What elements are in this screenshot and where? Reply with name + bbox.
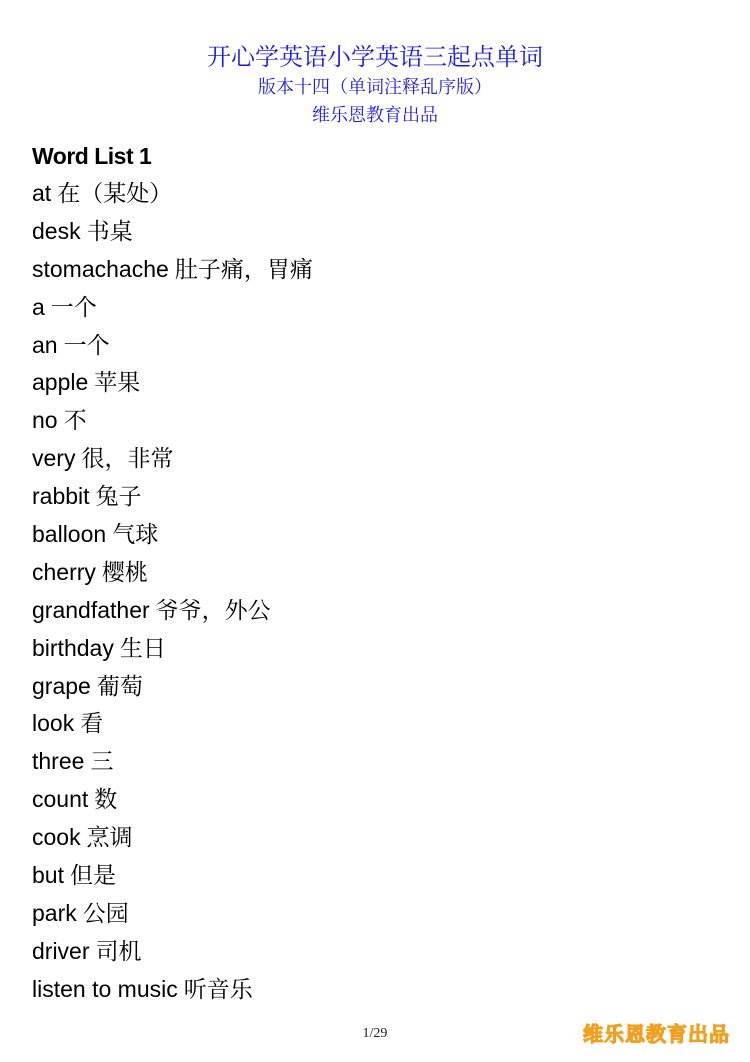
word-english: desk [32,217,81,244]
word-english: apple [32,369,89,396]
word-english: grandfather [32,596,150,623]
word-english: three [32,748,85,775]
word-english: very [32,445,76,472]
word-chinese: 不 [63,408,87,435]
word-chinese: 看 [80,711,104,738]
page-number: 1/29 [362,1026,388,1041]
word-entry [32,668,313,706]
word-english: at [32,180,52,206]
word-chinese: 很，非常 [81,446,174,473]
word-english: cook [32,824,81,851]
word-english: park [32,899,77,926]
word-entry [32,213,313,251]
word-english: driver [32,937,90,964]
word-english: no [32,407,58,434]
word-chinese: 爷爷，外公 [155,597,271,624]
word-chinese: 生日 [119,635,166,662]
word-chinese: 葡萄 [96,673,143,700]
word-chinese: 樱桃 [101,559,148,586]
word-entry [32,971,313,1009]
word-chinese: 气球 [112,522,159,549]
word-chinese: 公园 [82,900,129,927]
word-english: cherry [32,558,96,585]
word-entry [32,175,313,213]
word-english: a [32,293,45,320]
word-english: look [32,710,75,737]
word-entry [32,402,313,440]
word-list [32,175,313,1009]
document-header [0,40,750,130]
word-chinese: 烹调 [86,825,133,852]
word-entry [32,251,313,289]
watermark-logo: 维乐恩教育出品 [583,1022,730,1046]
document-publisher: 维乐恩教育出品 [312,105,438,126]
word-entry [32,819,313,857]
document-title: 开心学英语小学英语三起点单词 [207,43,543,71]
word-english: grape [32,672,91,699]
word-chinese: 三 [90,749,114,776]
word-entry [32,895,313,933]
word-chinese: 但是 [69,863,116,890]
word-english: an [32,331,58,358]
word-entry [32,516,313,554]
document-subtitle: 版本十四（单词注释乱序版） [258,77,492,98]
word-entry [32,554,313,592]
word-entry [32,933,313,971]
word-entry [32,289,313,327]
word-english: listen to music [32,975,178,1002]
word-chinese: 书桌 [86,218,133,245]
word-english: but [32,862,64,889]
word-english: balloon [32,521,107,548]
word-chinese: 肚子痛，胃痛 [174,256,313,283]
word-entry [32,327,313,365]
word-entry [32,440,313,478]
word-chinese: 数 [94,787,118,814]
word-chinese: 听音乐 [183,976,253,1003]
word-list-heading: Word List 1 [32,143,152,169]
word-chinese: 苹果 [94,370,141,397]
word-entry [32,478,313,516]
word-chinese: 一个 [63,332,110,359]
word-entry [32,705,313,743]
word-english: count [32,786,89,813]
word-chinese: 在（某处） [57,181,173,207]
word-chinese: 司机 [95,938,142,965]
word-entry [32,630,313,668]
word-english: birthday [32,634,114,661]
word-entry [32,592,313,630]
word-entry [32,364,313,402]
word-chinese: 一个 [50,294,97,321]
word-entry [32,857,313,895]
word-chinese: 兔子 [95,484,142,511]
word-english: rabbit [32,483,90,510]
word-english: stomachache [32,255,169,282]
word-entry [32,781,313,819]
word-entry [32,743,313,781]
